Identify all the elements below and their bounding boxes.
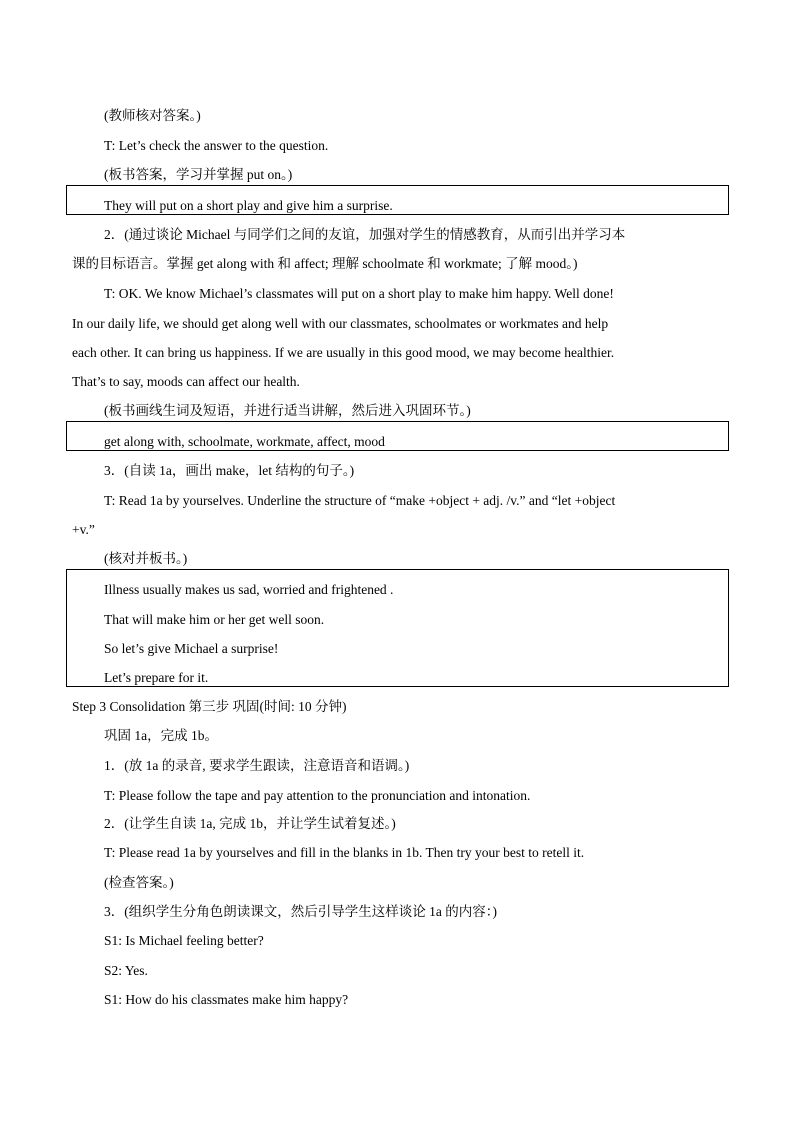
dialogue-line: S1: How do his classmates make him happy? bbox=[104, 992, 349, 1007]
consolidation-intro: 巩固 1a，完成 1b。 bbox=[104, 728, 218, 743]
board-text: That will make him or her get well soon. bbox=[104, 612, 325, 627]
teacher-line: T: Read 1a by yourselves. Underline the structure of “make +object + adj. /v.” and “let +object bbox=[104, 493, 616, 508]
board-text: Let’s prepare for it. bbox=[104, 670, 209, 685]
board-box-2 bbox=[66, 421, 729, 451]
step-2-instruction: 2．(通过谈论 Michael 与同学们之间的友谊，加强对学生的情感教育，从而引出并学习本 bbox=[104, 227, 626, 242]
teacher-line: T: Let’s check the answer to the question. bbox=[104, 138, 329, 153]
board-text: So let’s give Michael a surprise! bbox=[104, 641, 279, 656]
dialogue-line: S1: Is Michael feeling better? bbox=[104, 933, 264, 948]
note-check: (检查答案。) bbox=[104, 875, 174, 890]
board-box-1 bbox=[66, 185, 729, 215]
teacher-line-cont: +v.” bbox=[72, 522, 95, 537]
teacher-line: T: OK. We know Michael’s classmates will put on a short play to make him happy. Well done! bbox=[104, 286, 614, 301]
step-3-instruction: 3．(组织学生分角色朗读课文，然后引导学生这样谈论 1a 的内容：) bbox=[104, 904, 497, 919]
note-board-words: (板书画线生词及短语，并进行适当讲解，然后进入巩固环节。) bbox=[104, 403, 471, 418]
note-check-board: (核对并板书。) bbox=[104, 551, 188, 566]
step-2-instruction: 2．(让学生自读 1a, 完成 1b，并让学生试着复述。) bbox=[104, 816, 396, 831]
teacher-line-cont: In our daily life, we should get along well with our classmates, schoolmates or workmates and help bbox=[72, 316, 609, 331]
board-text: get along with, schoolmate, workmate, affect, mood bbox=[104, 434, 385, 449]
board-text: Illness usually makes us sad, worried and frightened . bbox=[104, 582, 394, 597]
teacher-line-cont: each other. It can bring us happiness. If we are usually in this good mood, we may become healthier. bbox=[72, 345, 615, 360]
step-1-instruction: 1．(放 1a 的录音, 要求学生跟读，注意语音和语调。) bbox=[104, 758, 410, 773]
teacher-line: T: Please read 1a by yourselves and fill in the blanks in 1b. Then try your best to retell it. bbox=[104, 845, 585, 860]
teacher-line-cont: That’s to say, moods can affect our health. bbox=[72, 374, 300, 389]
step-2-instruction-cont: 课的目标语言。掌握 get along with 和 affect; 理解 schoolmate 和 workmate; 了解 mood。) bbox=[72, 256, 578, 271]
teacher-line: T: Please follow the tape and pay attention to the pronunciation and intonation. bbox=[104, 788, 531, 803]
note-board-answer: (板书答案，学习并掌握 put on。) bbox=[104, 167, 293, 182]
board-box-3 bbox=[66, 569, 729, 687]
dialogue-line: S2: Yes. bbox=[104, 963, 148, 978]
note-teacher-check: (教师核对答案。) bbox=[104, 108, 201, 123]
step-3-instruction: 3．(自读 1a，画出 make，let 结构的句子。) bbox=[104, 463, 355, 478]
board-text: They will put on a short play and give him a surprise. bbox=[104, 198, 393, 213]
section-heading: Step 3 Consolidation 第三步 巩固(时间: 10 分钟) bbox=[72, 699, 347, 714]
